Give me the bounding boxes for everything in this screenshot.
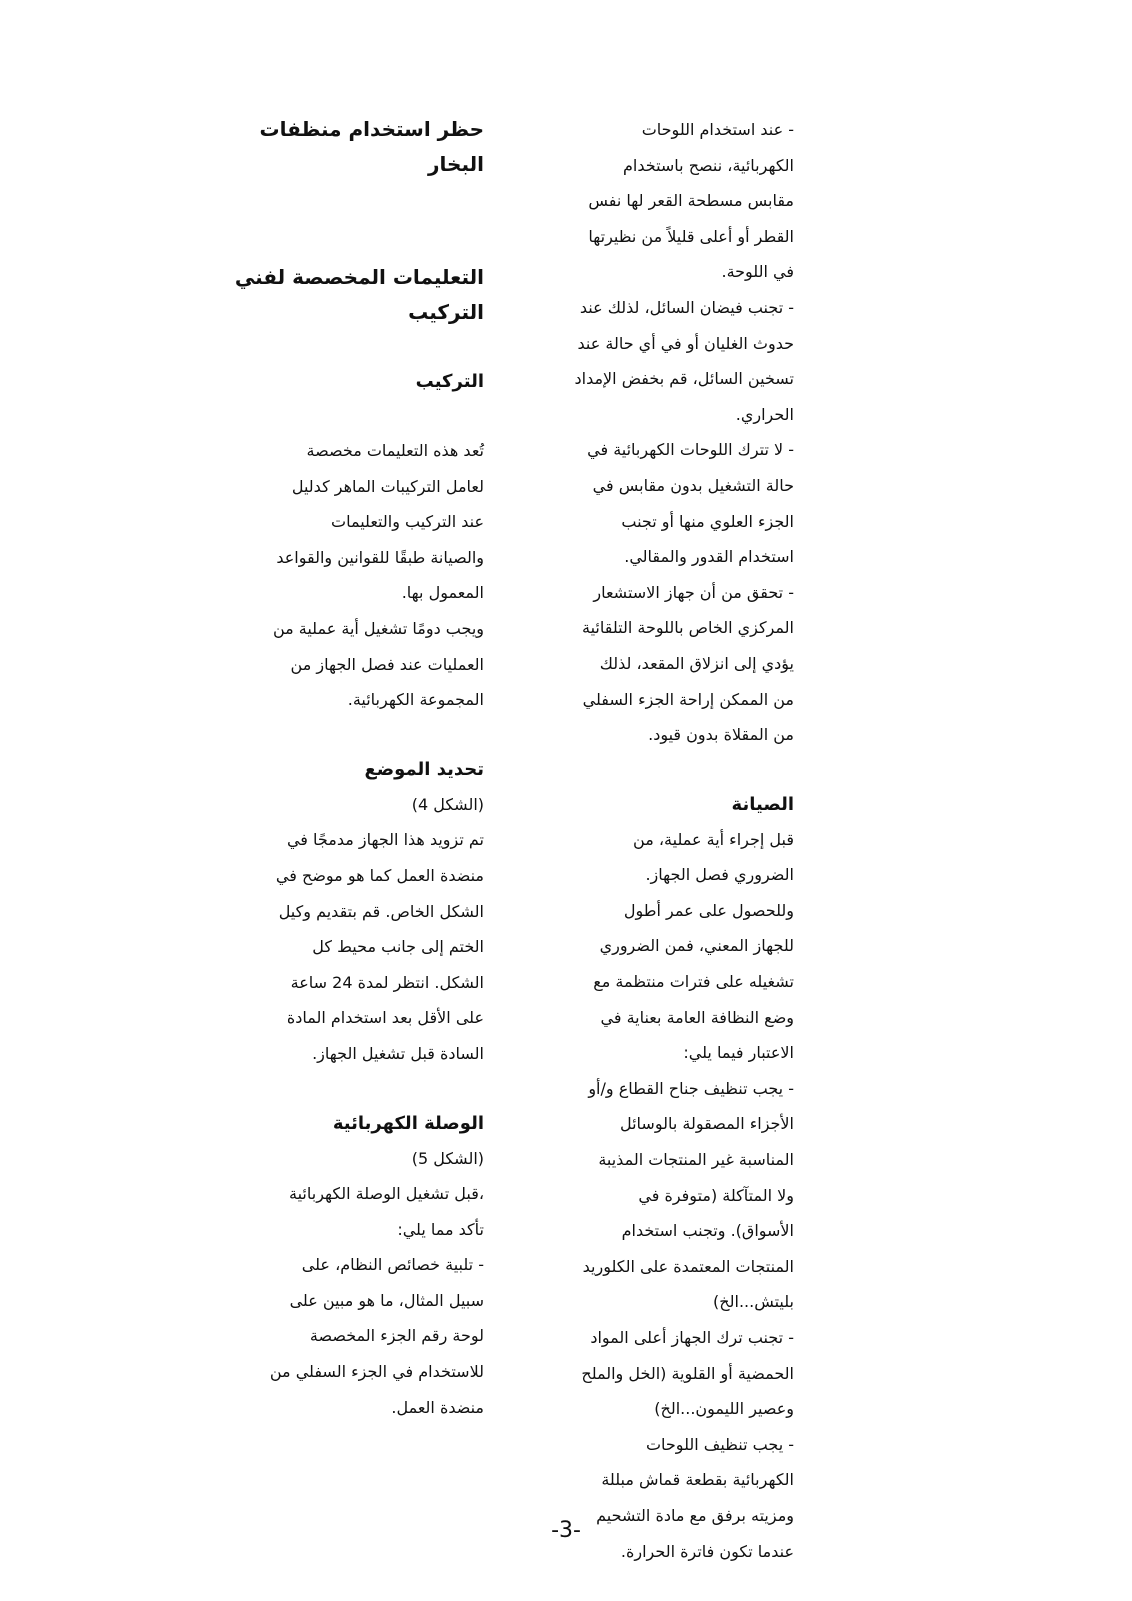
text-line: الكهربائية بقطعة قماش مبللة bbox=[601, 1470, 794, 1490]
text-line: السادة قبل تشغيل الجهاز. bbox=[312, 1043, 484, 1063]
text-line: قبل إجراء أية عملية، من bbox=[633, 829, 794, 849]
text-line: تم تزويد هذا الجهاز مدمجًا في bbox=[286, 830, 484, 850]
text-line: سبيل المثال، ما هو مبين على bbox=[289, 1290, 484, 1310]
right-column bbox=[562, 112, 794, 1569]
installation-heading: التركيب bbox=[415, 371, 484, 392]
electrical-connection-heading: الوصلة الكهربائية bbox=[332, 1112, 484, 1134]
text-line: الحراري. bbox=[735, 404, 794, 424]
text-line: من الممكن إراحة الجزء السفلي bbox=[582, 689, 794, 709]
electrical-section bbox=[266, 1141, 484, 1426]
text-line: لوحة رقم الجزء المخصصة bbox=[309, 1326, 484, 1346]
text-line: يؤدي إلى انزلاق المقعد، لذلك bbox=[599, 653, 794, 673]
text-line: وضع النظافة العامة بعناية في bbox=[600, 1007, 794, 1027]
text-line: والصيانة طبقًا للقوانين والقواعد bbox=[276, 547, 484, 567]
text-line: للجهاز المعني، فمن الضروري bbox=[599, 936, 794, 956]
text-line: لعامل التركيبات الماهر كدليل bbox=[291, 476, 484, 496]
text-line: - يجب تنظيف جناح القطاع و/أو bbox=[588, 1078, 794, 1098]
text-line: الحمضية أو القلوية (الخل والملح bbox=[581, 1363, 794, 1383]
positioning-section bbox=[266, 787, 484, 1072]
text-line: ومزيته برفق مع مادة التشحيم bbox=[596, 1505, 794, 1525]
text-line: منضدة العمل كما هو موضح في bbox=[275, 865, 484, 885]
text-line: منضدة العمل. bbox=[391, 1397, 484, 1417]
text-line: العمليات عند فصل الجهاز من bbox=[290, 654, 484, 674]
text-line: بليتش...الخ) bbox=[713, 1292, 794, 1312]
text-line: الشكل. انتظر لمدة 24 ساعة bbox=[290, 972, 484, 992]
maintenance-section bbox=[562, 822, 794, 1569]
text-line: - تحقق من أن جهاز الاستشعار bbox=[593, 582, 794, 602]
heading-line: حظر استخدام منظفات bbox=[259, 117, 484, 141]
text-line: من المقلاة بدون قيود. bbox=[648, 725, 794, 745]
text-line: - لا تترك اللوحات الكهربائية في bbox=[587, 440, 794, 460]
text-line: المركزي الخاص باللوحة التلقائية bbox=[582, 618, 794, 638]
text-line: (الشكل 5) bbox=[411, 1148, 484, 1168]
heading-line: التعليمات المخصصة لفني bbox=[234, 265, 484, 289]
text-line: الاعتبار فيما يلي: bbox=[683, 1043, 794, 1063]
heading-line: البخار bbox=[428, 152, 484, 176]
maintenance-heading: الصيانة bbox=[731, 793, 794, 815]
installer-instructions-heading bbox=[234, 260, 484, 330]
text-line: المجموعة الكهربائية. bbox=[347, 690, 484, 710]
installation-section bbox=[266, 433, 484, 718]
text-line: عند التركيب والتعليمات bbox=[331, 512, 484, 532]
text-line: للاستخدام في الجزء السفلي من bbox=[269, 1362, 484, 1382]
text-line: - عند استخدام اللوحات bbox=[641, 120, 794, 139]
text-line: تسخين السائل، قم بخفض الإمداد bbox=[574, 369, 794, 389]
text-line: تأكد مما يلي: bbox=[397, 1219, 484, 1239]
positioning-heading: تحديد الموضع bbox=[364, 758, 484, 780]
heading-line: التركيب bbox=[408, 300, 484, 324]
text-line: الشكل الخاص. قم بتقديم وكيل bbox=[278, 901, 484, 921]
text-line: - يجب تنظيف اللوحات bbox=[645, 1434, 794, 1454]
steam-cleaner-heading bbox=[259, 112, 484, 182]
text-line: عندما تكون فاترة الحرارة. bbox=[620, 1541, 794, 1561]
text-line: وللحصول على عمر أطول bbox=[623, 900, 794, 920]
usage-tips bbox=[562, 112, 794, 753]
text-line: استخدام القدور والمقالي. bbox=[624, 547, 794, 567]
text-line: المعمول بها. bbox=[401, 583, 484, 603]
text-line: الأسواق). وتجنب استخدام bbox=[621, 1221, 794, 1241]
text-line: تشغيله على فترات منتظمة مع bbox=[593, 972, 794, 992]
text-line: في اللوحة. bbox=[721, 262, 794, 282]
text-line: الختم إلى جانب محيط كل bbox=[312, 937, 484, 957]
text-line: حدوث الغليان أو في أي حالة عند bbox=[577, 333, 794, 353]
text-line: الأجزاء المصقولة بالوسائل bbox=[619, 1114, 794, 1134]
text-line: حالة التشغيل بدون مقابس في bbox=[592, 475, 794, 495]
text-line: - تجنب ترك الجهاز أعلى المواد bbox=[590, 1328, 794, 1347]
text-line: الكهربائية، ننصح باستخدام bbox=[622, 155, 794, 175]
text-line: المنتجات المعتمدة على الكلوريد bbox=[582, 1256, 794, 1276]
text-line: مقابس مسطحة القعر لها نفس bbox=[588, 191, 794, 211]
text-line: الجزء العلوي منها أو تجنب bbox=[621, 511, 794, 531]
text-line: ولا المتآكلة (متوفرة في bbox=[638, 1185, 794, 1205]
text-line: وعصير الليمون...الخ) bbox=[654, 1399, 794, 1419]
text-line: المناسبة غير المنتجات المذيبة bbox=[598, 1150, 794, 1170]
text-line: القطر أو أعلى قليلاً من نظيرتها bbox=[588, 226, 794, 246]
text-line: على الأقل بعد استخدام المادة bbox=[286, 1008, 484, 1028]
text-line: ويجب دومًا تشغيل أية عملية من bbox=[272, 618, 484, 638]
page-number: -3- bbox=[551, 1518, 581, 1543]
text-line: (الشكل 4) bbox=[411, 794, 484, 814]
text-line: الضروري فصل الجهاز. bbox=[645, 865, 794, 885]
left-column bbox=[234, 112, 484, 1425]
text-line: - تجنب فيضان السائل، لذلك عند bbox=[579, 297, 794, 317]
text-line: - تلبية خصائص النظام، على bbox=[301, 1255, 484, 1275]
text-line: تُعد هذه التعليمات مخصصة bbox=[306, 441, 484, 460]
text-line: ،قبل تشغيل الوصلة الكهربائية bbox=[289, 1184, 484, 1204]
